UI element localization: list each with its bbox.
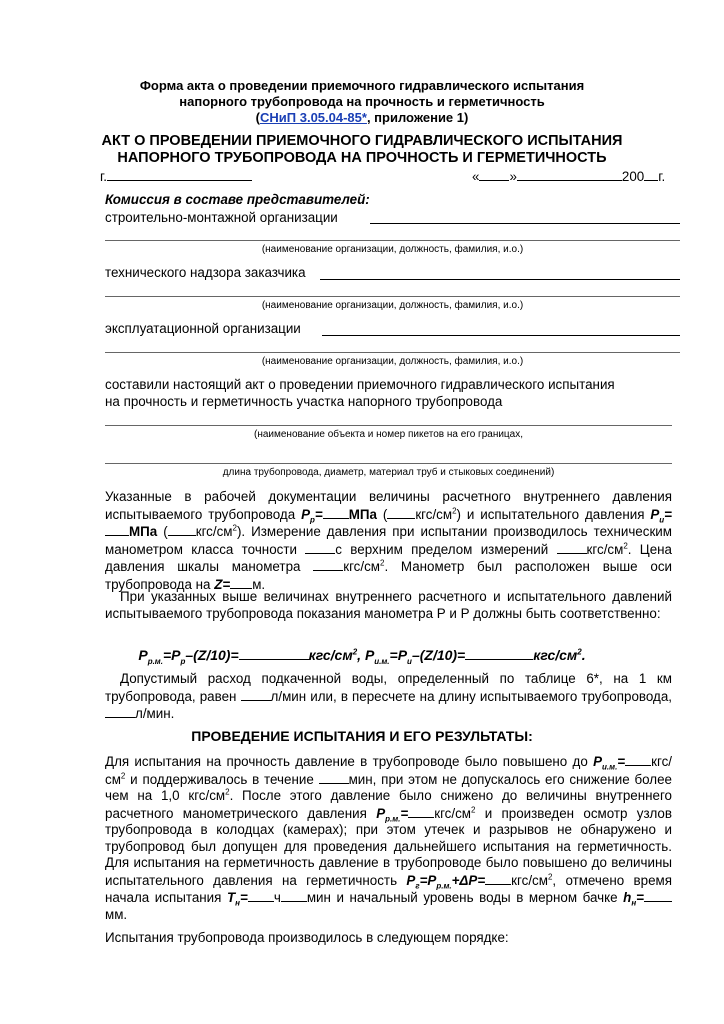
construction-org-line2[interactable]: [105, 240, 680, 241]
form-reference: (СНиП 3.05.04-85*, приложение 1): [255, 110, 469, 125]
date-field[interactable]: « » 200 г.: [472, 169, 666, 184]
pressure-paragraph: Указанные в рабочей документации величины расчетного внутреннего давления испытываемого трубопровода $Р_р=$ МПа ( кгс/$см^2$) и испытательного давления $Р_и=МПа$ ( кгс/$см^2$). Измерение давления при испытании производилось техническим манометром класса точности с верхним пределом измерений кгс/$см^2$. Цена давления шкалы манометра кгс/$см^2$. Манометр был расположен выше оси трубопровода на Z= м.: [105, 489, 673, 592]
supervision-line2[interactable]: [105, 296, 680, 297]
object-caption: (наименование объекта и номер пикетов на его границах,: [254, 429, 523, 440]
operating-org-line1[interactable]: [322, 335, 680, 336]
form-title-line2: напорного трубопровода на прочность и герметичность: [179, 94, 545, 109]
object-line[interactable]: [105, 425, 672, 426]
act-intro-line1: составили настоящий акт о проведении приемочного гидравлического испытания: [105, 377, 615, 392]
operating-org-caption: (наименование организации, должность, фамилия, и.о.): [261, 356, 524, 367]
operating-org-label: эксплуатационной организации: [105, 321, 301, 336]
section-title: ПРОВЕДЕНИЕ ИСПЫТАНИЯ И ЕГО РЕЗУЛЬТАТЫ:: [191, 728, 533, 744]
construction-org-caption: (наименование организации, должность, фамилия, и.о.): [261, 244, 524, 255]
act-title-line1: АКТ О ПРОВЕДЕНИИ ПРИЕМОЧНОГО ГИДРАВЛИЧЕСКОГО ИСПЫТАНИЯ: [101, 133, 623, 149]
act-intro-line2: на прочность и герметичность участка напорного трубопровода: [105, 394, 503, 409]
supervision-line1[interactable]: [320, 279, 680, 280]
city-field[interactable]: г.: [100, 168, 252, 186]
procedure-line: Испытания трубопровода производилось в следующем порядке:: [105, 930, 509, 945]
supervision-caption: (наименование организации, должность, фамилия, и.о.): [261, 300, 524, 311]
form-title-line1: Форма акта о проведении приемочного гидравлического испытания: [139, 78, 585, 93]
construction-org-label: строительно-монтажной организации: [105, 210, 338, 225]
construction-org-line1[interactable]: [370, 223, 680, 224]
act-title-line2: НАПОРНОГО ТРУБОПРОВОДА НА ПРОЧНОСТЬ И ГЕРМЕТИЧНОСТЬ: [117, 150, 607, 166]
operating-org-line2[interactable]: [105, 352, 680, 353]
gauge-formula: $Р_{р.м.}=Р_р-(Z/10)= кгс/см^2$, $Р_{и.м.}=Р_и-(Z/10)= кгс/см^2$.: [138, 647, 586, 666]
test-results-paragraph: Для испытания на прочность давление в трубопроводе было повышено до $Р_{и.м.}= кгс/см^2$ и поддерживалось в течение мин, при этом не допускалось его снижение более чем на 1,0 кгс/$см^2$. После этого давление было снижено до величины внутреннего расчетного манометрического давления $Р_{р.м.}= кгс/см^2$ и произведен осмотр узлов трубопровода в колодцах (камерах); при этом утечек и разрывов не обнаружено и трубопровод был допущен для проведения дальнейшего испытания на герметичность. Для испытания на герметичность давление в трубопроводе было повышено до величины испытательного давления на герметичность $Р_г=Р_{р.м.}+\Delta Р= кгс/см^2$, отмечено время начала испытания $Т_н= ч$ мин и начальный уровень воды в мерном бачке $h_н=мм$.: [105, 754, 672, 922]
supervision-label: технического надзора заказчика: [105, 265, 306, 280]
snip-link[interactable]: СНиП 3.05.04-85*: [260, 110, 367, 125]
pipe-caption: длина трубопровода, диаметр, материал труб и стыковых соединений): [222, 467, 555, 478]
water-flow-paragraph: Допустимый расход подкаченной воды, определенный по таблице 6*, на 1 км трубопровода, равен л/мин или, в пересчете на длину испытываемого трубопровода, л/мин.: [105, 671, 672, 721]
commission-heading: Комиссия в составе представителей:: [105, 192, 370, 207]
gauge-paragraph: При указанных выше величинах внутреннего расчетного и испытательного давлений испытываемого трубопровода показания манометра Р и Р должны быть соответственно:: [105, 589, 672, 621]
pipe-line[interactable]: [105, 463, 672, 464]
